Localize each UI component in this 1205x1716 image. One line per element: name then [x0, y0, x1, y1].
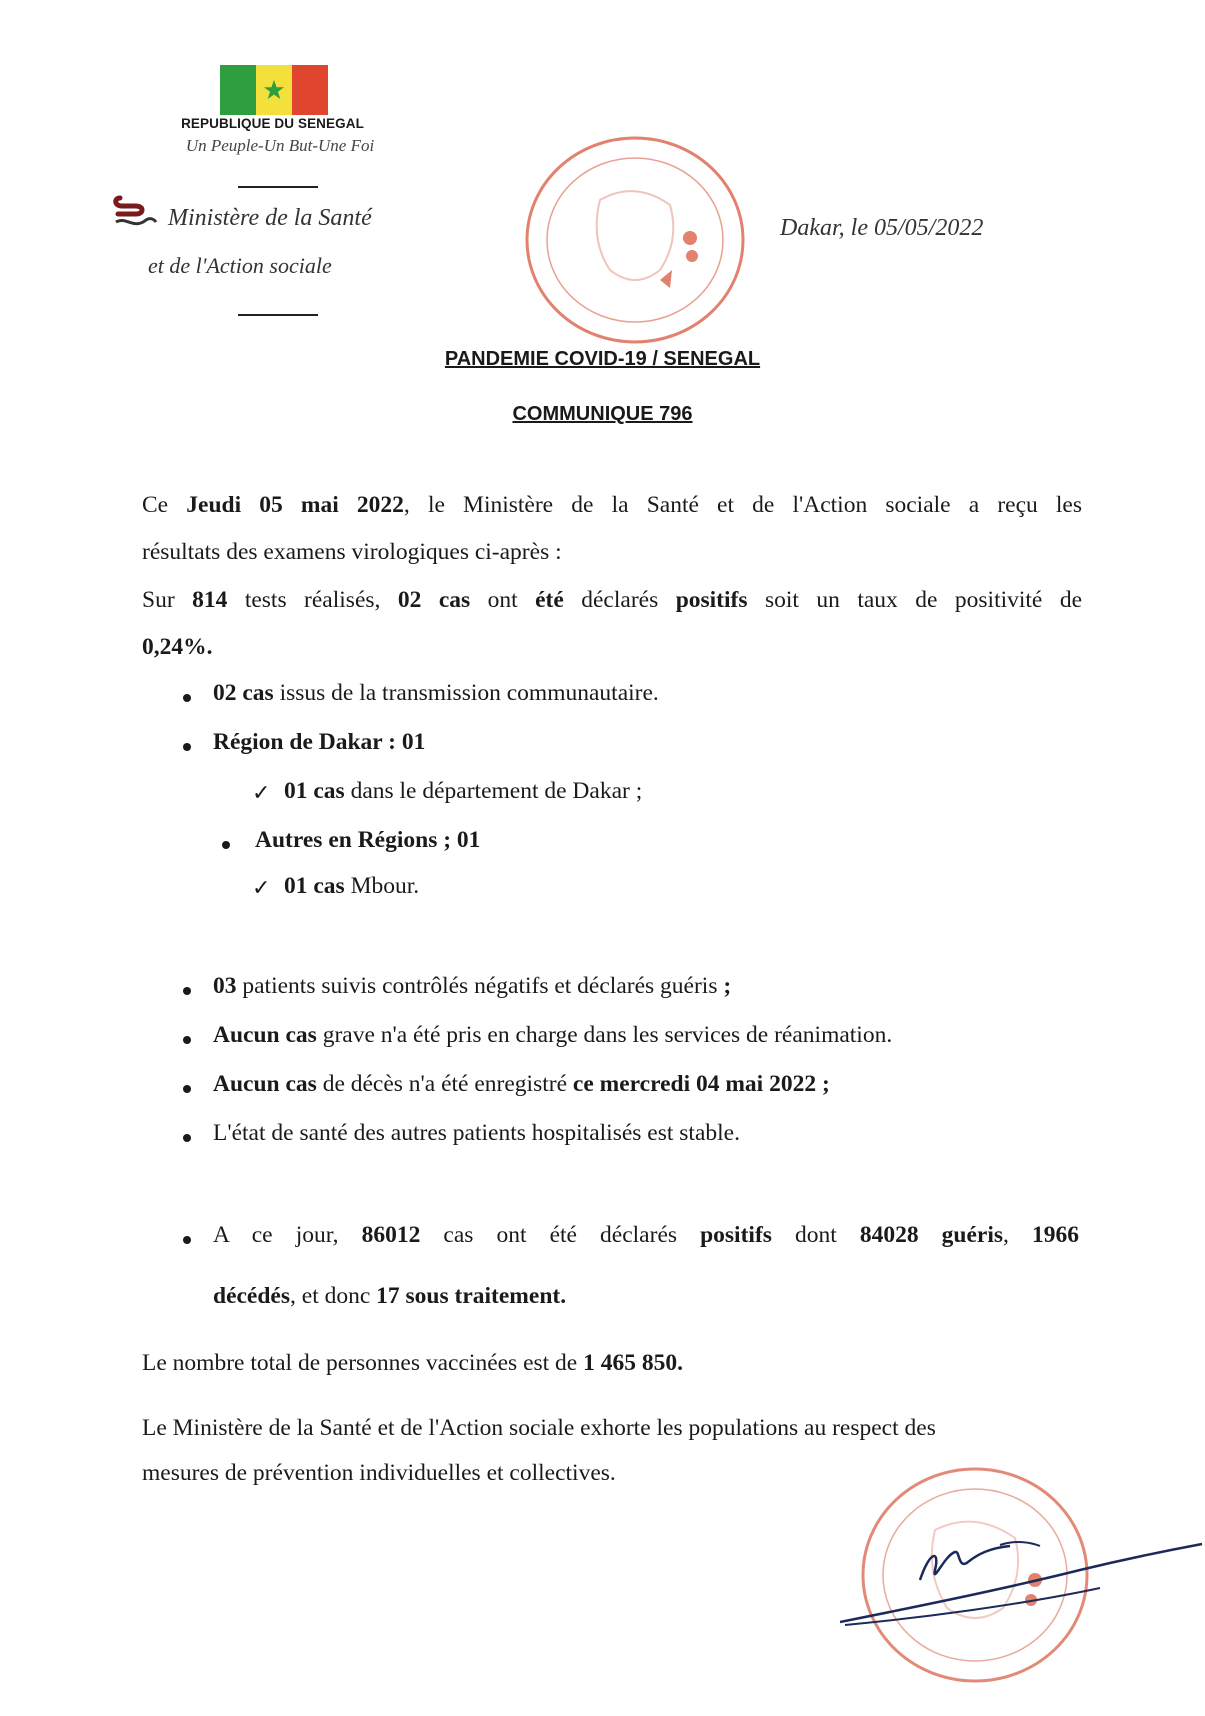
vaccination-total: Le nombre total de personnes vaccinées est de 1 465 850. — [142, 1350, 683, 1376]
totals-line1: A ce jour, 86012 cas ont été déclarés positifs dont 84028 guéris, 1966 — [213, 1222, 1079, 1248]
list-item: 01 cas dans le département de Dakar ; — [284, 778, 643, 804]
official-stamp-icon — [520, 130, 750, 350]
bullet — [183, 987, 191, 995]
ministry-name-line2: et de l'Action sociale — [148, 253, 332, 278]
page-title: PANDEMIE COVID-19 / SENEGAL — [444, 348, 761, 370]
results-line1: Sur 814 tests réalisés, 02 cas ont été déclarés positifs soit un taux de positivité de — [142, 587, 1083, 613]
senegal-flag — [220, 65, 328, 115]
ministry-name-line1: Ministère de la Santé — [168, 205, 372, 231]
list-item: Aucun cas de décès n'a été enregistré ce mercredi 04 mai 2022 ; — [213, 1071, 830, 1097]
checkmark-icon: ✓ — [252, 875, 271, 900]
list-item: 01 cas Mbour. — [284, 873, 420, 899]
checkmark-icon: ✓ — [252, 780, 271, 805]
totals-line2: décédés, et donc 17 sous traitement. — [213, 1283, 567, 1309]
bullet — [183, 743, 191, 751]
communique-number: COMMUNIQUE 796 — [512, 403, 693, 425]
intro-line2: résultats des examens virologiques ci-après : — [142, 539, 562, 565]
bullet — [222, 841, 230, 849]
list-item: Région de Dakar : 01 — [213, 729, 426, 755]
flag-red-band — [292, 65, 328, 115]
bullet — [183, 1036, 191, 1044]
list-item: L'état de santé des autres patients hospitalisés est stable. — [213, 1120, 740, 1146]
flag-yellow-band — [256, 65, 292, 115]
bullet — [183, 1134, 191, 1142]
closing-line2: mesures de prévention individuelles et collectives. — [142, 1460, 616, 1486]
intro-line1: Ce Jeudi 05 mai 2022, le Ministère de la Santé et de l'Action sociale a reçu les — [142, 492, 1083, 518]
divider — [238, 186, 318, 188]
divider — [238, 314, 318, 316]
ministry-logo-icon — [112, 192, 162, 232]
document-date: Dakar, le 05/05/2022 — [780, 215, 984, 241]
flag-green-band — [220, 65, 256, 115]
bullet — [183, 694, 191, 702]
signature-icon — [840, 1510, 1205, 1640]
star-icon — [263, 79, 285, 101]
closing-line1: Le Ministère de la Santé et de l'Action sociale exhorte les populations au respect des — [142, 1415, 936, 1441]
bullet — [183, 1236, 191, 1244]
list-item: 03 patients suivis contrôlés négatifs et déclarés guéris ; — [213, 973, 732, 999]
republic-name: REPUBLIQUE DU SENEGAL — [181, 116, 364, 131]
list-item: Autres en Régions ; 01 — [255, 827, 481, 853]
list-item: Aucun cas grave n'a été pris en charge dans les services de réanimation. — [213, 1022, 893, 1048]
bullet — [183, 1085, 191, 1093]
positivity-rate: 0,24%. — [142, 634, 213, 660]
list-item: 02 cas issus de la transmission communautaire. — [213, 680, 659, 706]
national-motto: Un Peuple-Un But-Une Foi — [185, 136, 375, 155]
